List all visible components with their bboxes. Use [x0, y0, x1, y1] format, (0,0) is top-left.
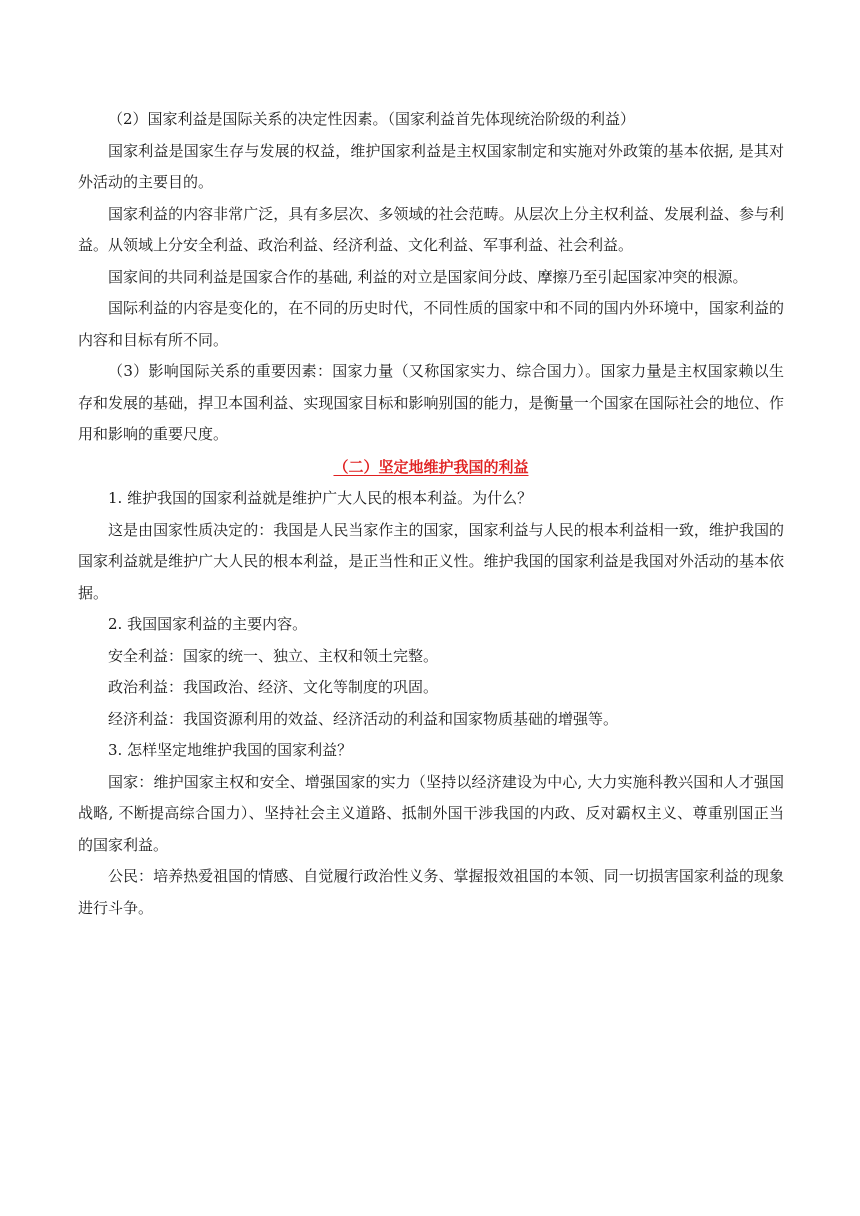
- paragraph-point-3: （3）影响国际关系的重要因素：国家力量（又称国家实力、综合国力）。国家力量是主权国家赖以生存和发展的基础，捍卫本国利益、实现国家目标和影响别国的能力，是衡量一个国家在国际社会的地位、作用和影响的重要尺度。: [78, 362, 784, 443]
- paragraph-point-2: （2）国家利益是国际关系的决定性因素。（国家利益首先体现统治阶级的利益）: [108, 110, 636, 128]
- paragraph-security-interest: 安全利益：国家的统一、独立、主权和领土完整。: [108, 646, 439, 665]
- paragraph-political-interest: 政治利益：我国政治、经济、文化等制度的巩固。: [108, 678, 439, 696]
- paragraph-question-1: 1. 维护我国的国家利益就是维护广大人民的根本利益。为什么？: [108, 489, 533, 507]
- document-page: [78, 104, 784, 924]
- paragraph-common-interest: 国家间的共同利益是国家合作的基础, 利益的对立是国家间分歧、摩擦乃至引起国家冲突的根源。: [108, 267, 748, 286]
- section-heading-container: [78, 451, 784, 484]
- paragraph-interest-changes: 国际利益的内容是变化的，在不同的历史时代，不同性质的国家中和不同的国内外环境中，国家利益的内容和目标有所不同。: [78, 299, 784, 349]
- paragraph-economic-interest: 经济利益：我国资源利用的效益、经济活动的利益和国家物质基础的增强等。: [108, 709, 619, 728]
- paragraph-national-interest-content: 国家利益的内容非常广泛，具有多层次、多领域的社会范畴。从层次上分主权利益、发展利益、参与利益。从领域上分安全利益、政治利益、经济利益、文化利益、军事利益、社会利益。: [78, 204, 784, 254]
- paragraph-answer-1: 这是由国家性质决定的：我国是人民当家作主的国家，国家利益与人民的根本利益相一致，维护我国的国家利益就是维护广大人民的根本利益，是正当性和正义性。维护我国的国家利益是我国对外活动的基本依据。: [78, 520, 784, 602]
- paragraph-national-interest-definition: 国家利益是国家生存与发展的权益，维护国家利益是主权国家制定和实施对外政策的基本依据, 是其对外活动的主要目的。: [78, 141, 784, 191]
- section-heading: （二）坚定地维护我国的利益: [333, 457, 529, 476]
- paragraph-question-3: 3. 怎样坚定地维护我国的国家利益？: [108, 741, 353, 759]
- paragraph-question-2: 2. 我国国家利益的主要内容。: [108, 615, 308, 633]
- paragraph-citizen-measures: 公民：培养热爱祖国的情感、自觉履行政治性义务、掌握报效祖国的本领、同一切损害国家利益的现象进行斗争。: [78, 867, 784, 917]
- paragraph-state-measures: 国家：维护国家主权和安全、增强国家的实力（坚持以经济建设为中心, 大力实施科教兴国和人才强国战略, 不断提高综合国力）、坚持社会主义道路、抵制外国干涉我国的内政、反对霸权主义、尊重别国正当的国家利益。: [78, 772, 784, 854]
